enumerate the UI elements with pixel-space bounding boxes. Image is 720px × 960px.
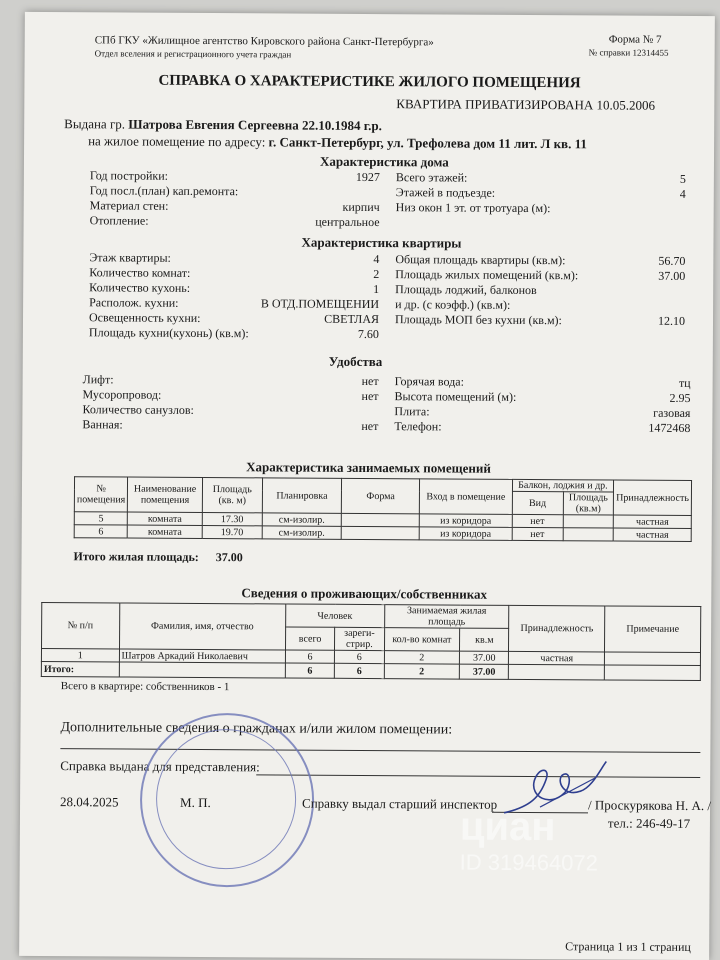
room-plan: см-изолир. (262, 526, 342, 539)
house-left-label: Год посл.(план) кап.ремонта: (89, 183, 239, 199)
issued-label: Выдана гр. (64, 116, 126, 132)
amenities-right-value: 1472468 (648, 420, 691, 435)
room-area: 19.70 (202, 525, 262, 538)
res-sum-owner (509, 664, 605, 680)
room-owner: частная (613, 528, 691, 541)
address-label: на жилое помещение по адресу: (88, 133, 266, 150)
flat-left-row (89, 280, 379, 297)
rooms-header-name: Наименование помещения (128, 477, 203, 512)
rooms-total-value: 37.00 (215, 550, 243, 565)
issuer-label: Справку выдал старший инспектор (302, 795, 498, 812)
room-balcony-type: нет (512, 527, 563, 540)
house-right-row (396, 170, 686, 187)
res-header-fio: Фамилия, имя, отчество (119, 603, 286, 650)
amenities-left-label: Лифт: (82, 372, 114, 387)
document-title: СПРАВКА О ХАРАКТЕРИСТИКЕ ЖИЛОГО ПОМЕЩЕНИЯ (158, 72, 581, 92)
watermark (460, 805, 599, 877)
flat-left-value: 1 (373, 282, 380, 297)
res-sum-label: Итого: (41, 662, 119, 677)
house-left-value: кирпич (342, 199, 380, 215)
issue-date: 28.04.2025 (60, 794, 119, 810)
rooms-table (74, 476, 692, 542)
room-form (341, 526, 419, 539)
res-sum-reg: 6 (335, 663, 384, 678)
res-header-note: Примечание (605, 606, 701, 653)
document-page (19, 12, 715, 960)
amenities-right-label: Телефон: (394, 419, 442, 434)
official-stamp (140, 713, 315, 888)
flat-right-column (395, 252, 685, 329)
house-left-value: центральное (315, 214, 380, 230)
flat-left-row (89, 310, 379, 327)
rooms-row (74, 525, 691, 542)
resident-note (605, 652, 701, 666)
house-right-value: 4 (679, 186, 686, 201)
amenities-left-label: Количество санузлов: (82, 402, 194, 417)
flat-section-title: Характеристика квартиры (301, 234, 462, 251)
house-right-row (396, 185, 686, 202)
room-balcony-area (563, 515, 614, 528)
watermark-id: ID 319464072 (459, 849, 599, 876)
res-header-sqm: кв.м (460, 628, 509, 651)
house-left-label: Отопление: (89, 213, 149, 228)
res-sum-sqm: 37.00 (459, 664, 508, 679)
resident-fio: Шатров Аркадий Николаевич (119, 649, 285, 663)
house-right-value: 5 (679, 171, 686, 186)
flat-left-label: Количество комнат: (89, 265, 191, 280)
house-right-label: Низ окон 1 эт. от тротуара (м): (395, 200, 551, 216)
rooms-header-entry: Вход в помещение (420, 479, 513, 515)
res-header-rooms: кол-во комнат (384, 628, 460, 651)
amenities-left-value: нет (361, 418, 379, 434)
amenities-right-row (394, 419, 690, 436)
amenities-right-value: тц (678, 375, 691, 390)
department: Отдел вселения и регистрационного учета граждан (94, 48, 292, 60)
room-entry: из коридора (419, 514, 511, 528)
amenities-right-label: Высота помещений (м): (394, 389, 517, 404)
flat-left-value: 2 (373, 267, 380, 282)
address-value: г. Санкт-Петербург, ул. Трефолева дом 11 лит. Л кв. 11 (268, 134, 587, 152)
amenities-right-label: Горячая вода: (394, 374, 464, 389)
flat-right-label: и др. (с коэфф.) (кв.м): (395, 297, 511, 312)
house-left-column (90, 168, 380, 230)
residents-table (41, 602, 701, 681)
amenities-left-value: нет (361, 373, 379, 389)
rooms-header-balcony-type: Вид (512, 491, 563, 514)
resident-num: 1 (41, 649, 119, 662)
residents-section-title: Сведения о проживающих/собственниках (241, 585, 488, 602)
residents-in-flat: Всего в квартире: собственников - 1 (60, 680, 230, 694)
flat-right-label: Площадь МОП без кухни (кв.м): (394, 312, 562, 328)
res-header-owner: Принадлежность (509, 605, 605, 652)
rooms-section-title: Характеристика занимаемых помещений (246, 459, 491, 476)
flat-left-label: Освещенность кухни: (88, 310, 201, 325)
house-left-label: Материал стен: (89, 198, 169, 213)
flat-left-row (89, 250, 379, 267)
reference-number: № справки 12314455 (588, 47, 669, 58)
amenities-right-value: 2.95 (669, 390, 691, 405)
house-section-title: Характеристика дома (319, 153, 449, 170)
presented-label: Справка выдана для представления: (60, 758, 260, 775)
flat-left-label: Площадь кухни(кухонь) (кв.м): (88, 325, 249, 341)
flat-right-label: Площадь жилых помещений (кв.м): (395, 267, 579, 283)
rooms-header-num: № помещения (74, 477, 128, 512)
flat-right-row (395, 297, 685, 314)
flat-right-row (395, 252, 685, 269)
flat-left-value: СВЕТЛАЯ (324, 311, 380, 327)
amenities-left-value: нет (361, 388, 379, 404)
issued-to (64, 116, 382, 134)
amenities-right-column (394, 374, 690, 436)
house-left-label: Год постройки: (89, 168, 169, 183)
page-counter: Страница 1 из 1 страниц (565, 939, 691, 954)
rooms-total-label: Итого жилая площадь: (73, 549, 199, 564)
rooms-header-balcony: Балкон, лоджия и др. (512, 479, 614, 492)
issued-name: Шатрова Евгения Сергеевна 22.10.1984 г.р. (128, 116, 382, 134)
flat-right-value: 56.70 (658, 253, 686, 268)
rooms-header-form: Форма (342, 478, 420, 513)
flat-left-row (89, 265, 379, 282)
flat-left-label: Количество кухонь: (89, 280, 191, 295)
flat-right-label: Площадь лоджий, балконов (395, 282, 537, 298)
flat-right-row (395, 312, 685, 329)
room-name: комната (128, 512, 203, 525)
room-plan: см-изолир. (262, 513, 342, 526)
rooms-total (74, 549, 243, 565)
resident-total: 6 (285, 650, 334, 663)
inspector-phone: тел.: 246-49-17 (607, 815, 691, 831)
watermark-logo: циан (459, 804, 556, 850)
rooms-header-owner: Принадлежность (614, 480, 692, 515)
flat-left-value: 4 (373, 252, 380, 267)
flat-right-label: Общая площадь квартиры (кв.м): (395, 252, 566, 268)
house-left-row (90, 183, 380, 200)
address-line (88, 133, 587, 152)
res-header-area: Занимаемая жилая площадь (384, 605, 509, 629)
flat-left-value: 7.60 (357, 326, 379, 342)
form-number: Форма № 7 (608, 33, 662, 46)
room-num: 5 (74, 512, 127, 525)
res-sum-note (605, 665, 701, 681)
res-sum-rooms: 2 (384, 664, 460, 679)
house-right-column (396, 170, 686, 217)
amenities-left-row (82, 417, 378, 434)
flat-left-column (89, 250, 380, 342)
room-name: комната (128, 525, 203, 538)
amenities-left-label: Мусоропровод: (82, 387, 162, 402)
res-header-people: Человек (285, 604, 384, 628)
presented-line (256, 774, 700, 778)
amenities-left-label: Ванная: (82, 417, 123, 432)
flat-right-value: 12.10 (657, 313, 686, 328)
room-form (341, 513, 419, 526)
res-sum-empty (119, 662, 285, 678)
res-header-num: № п/п (42, 603, 120, 649)
house-left-row (90, 168, 380, 185)
amenities-right-value: газовая (653, 405, 691, 420)
rooms-header-area: Площадь (кв. м) (202, 477, 262, 512)
flat-right-row (395, 282, 685, 299)
mp-label: М. П. (180, 794, 211, 811)
rooms-header-plan: Планировка (262, 478, 342, 513)
resident-sqm: 37.00 (460, 651, 509, 664)
amenities-section-title: Удобства (328, 353, 383, 370)
res-header-total: всего (285, 627, 334, 650)
flat-right-row (395, 267, 685, 284)
flat-right-value: 37.00 (658, 268, 686, 283)
room-balcony-area (563, 528, 614, 541)
house-right-label: Этажей в подъезде: (395, 185, 496, 200)
flat-left-label: Этаж квартиры: (89, 250, 171, 265)
additional-info-label: Дополнительные сведения о гражданах и/или жилом помещении: (60, 720, 453, 738)
org-name: СПб ГКУ «Жилищное агентство Кировского района Санкт-Петербурга» (94, 34, 434, 49)
flat-left-value: В ОТД.ПОМЕЩЕНИИ (260, 296, 380, 312)
house-left-row (90, 213, 380, 230)
room-entry: из коридора (419, 527, 511, 541)
flat-left-label: Располож. кухни: (89, 295, 179, 310)
flat-left-row (89, 325, 379, 342)
house-left-row (90, 198, 380, 215)
flat-left-row (89, 295, 379, 312)
resident-rooms: 2 (384, 651, 460, 664)
house-right-label: Всего этажей: (395, 170, 468, 185)
resident-owner: частная (509, 651, 605, 665)
room-balcony-type: нет (512, 514, 563, 527)
amenities-left-column (82, 372, 378, 434)
amenities-right-label: Плита: (394, 404, 430, 419)
house-left-value: 1927 (355, 169, 380, 185)
inspector-name: / Проскурякова Н. А. / (588, 797, 712, 814)
house-right-row (396, 200, 686, 217)
rooms-header-balcony-area: Площадь (кв.м) (563, 492, 614, 515)
res-header-reg: зареги- стрир. (335, 627, 384, 650)
privatized-note: КВАРТИРА ПРИВАТИЗИРОВАНА 10.05.2006 (396, 96, 656, 113)
room-area: 17.30 (202, 512, 262, 525)
res-sum-total: 6 (285, 663, 334, 678)
room-num: 6 (74, 525, 127, 538)
resident-reg: 6 (335, 650, 384, 663)
room-owner: частная (613, 515, 691, 528)
